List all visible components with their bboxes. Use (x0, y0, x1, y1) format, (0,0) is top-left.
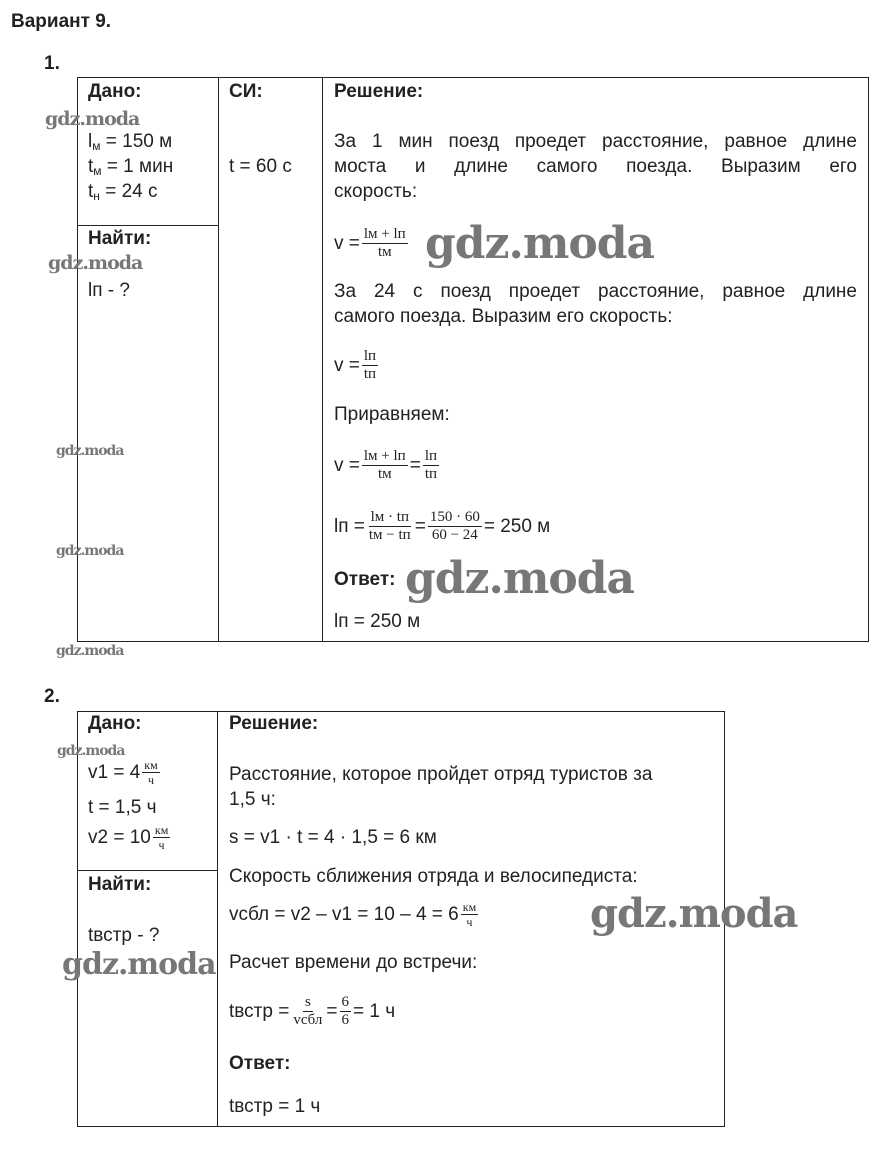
problem-1-number: 1. (44, 53, 60, 74)
watermark: gdz.moda (48, 252, 143, 274)
si-heading: СИ: (229, 81, 263, 102)
find-heading: Найти: (88, 874, 152, 895)
solution-heading: Решение: (229, 713, 319, 734)
variant-title: Вариант 9. (11, 11, 112, 32)
solution-text-3: Расчет времени до встречи: (229, 952, 478, 973)
watermark: gdz.moda (56, 443, 124, 459)
formula-result: lп = $\frac{lм \cdot tп}{tм - tп}$ = $\frac{150 \cdot 60}{60 - 24}$ = 250 м (334, 509, 551, 544)
given-bridge-time: $t_м = 1$ мин (88, 156, 174, 178)
equate-label: Приравняем: (334, 404, 450, 425)
watermark: gdz.moda (56, 643, 124, 659)
find-value: tвстр - ? (88, 925, 160, 946)
watermark: gdz.moda (590, 890, 798, 937)
solution-text-2: Скорость сближения отряда и велосипедиста: (229, 866, 638, 887)
formula-v-train: v = $\frac{lп}{tп}$ (334, 348, 377, 383)
given-t: t = 1,5 ч (88, 797, 157, 818)
given-v2: v2 = 10 $\frac{км}{ч}$ (88, 823, 169, 853)
divider (77, 225, 218, 226)
solution-text-1b: 1,5 ч: (229, 789, 276, 810)
answer-value: tвстр = 1 ч (229, 1096, 321, 1117)
find-heading: Найти: (88, 228, 152, 249)
given-pole-time: $t_н = 24$ с (88, 181, 158, 203)
answer-heading: Ответ: (229, 1053, 291, 1074)
watermark: gdz.moda (45, 108, 140, 130)
formula-v-total: v = $\frac{lм + lп}{tм}$ (334, 226, 406, 261)
problem-2-number: 2. (44, 686, 60, 707)
solution-text-1: Расстояние, которое пройдет отряд туристов за (229, 764, 653, 785)
formula-equate: v = $\frac{lм + lп}{tм}$ = $\frac{lп}{tп}$ (334, 448, 438, 483)
given-heading: Дано: (88, 713, 142, 734)
watermark: gdz.moda (56, 543, 124, 559)
divider (77, 870, 217, 871)
watermark: gdz.moda (425, 218, 655, 269)
find-value: lп - ? (88, 280, 130, 301)
divider (218, 77, 219, 641)
watermark: gdz.moda (62, 947, 216, 982)
formula-closing-speed: vсбл = v2 – v1 = 10 – 4 = 6 $\frac{км}{ч}$ (229, 900, 477, 930)
answer-heading: Ответ: (334, 569, 396, 590)
divider (217, 711, 218, 1126)
solution-text-1: За 1 мин поезд проедет расстояние, равное длине моста и длине самого поезда. Выразим его скорость: (334, 131, 857, 202)
answer-value: lп = 250 м (334, 611, 421, 632)
divider (322, 77, 323, 641)
solution-text-2: За 24 с поезд проедет расстояние, равное длине самого поезда. Выразим его скорость: (334, 281, 857, 327)
si-value: t = 60 с (229, 156, 292, 177)
watermark: gdz.moda (405, 553, 635, 604)
solution-heading: Решение: (334, 81, 424, 102)
given-heading: Дано: (88, 81, 142, 102)
watermark: gdz.moda (57, 743, 125, 759)
given-v1: v1 = 4 $\frac{км}{ч}$ (88, 758, 158, 788)
formula-distance: s = v1 · t = 4 · 1,5 = 6 км (229, 827, 437, 848)
given-bridge-length: $l_м = 150$ м (88, 131, 173, 153)
formula-meeting-time: tвстр = $\frac{s}{\text{vсбл}}$ = $\frac{6}{6}$ = 1 ч (229, 994, 396, 1029)
